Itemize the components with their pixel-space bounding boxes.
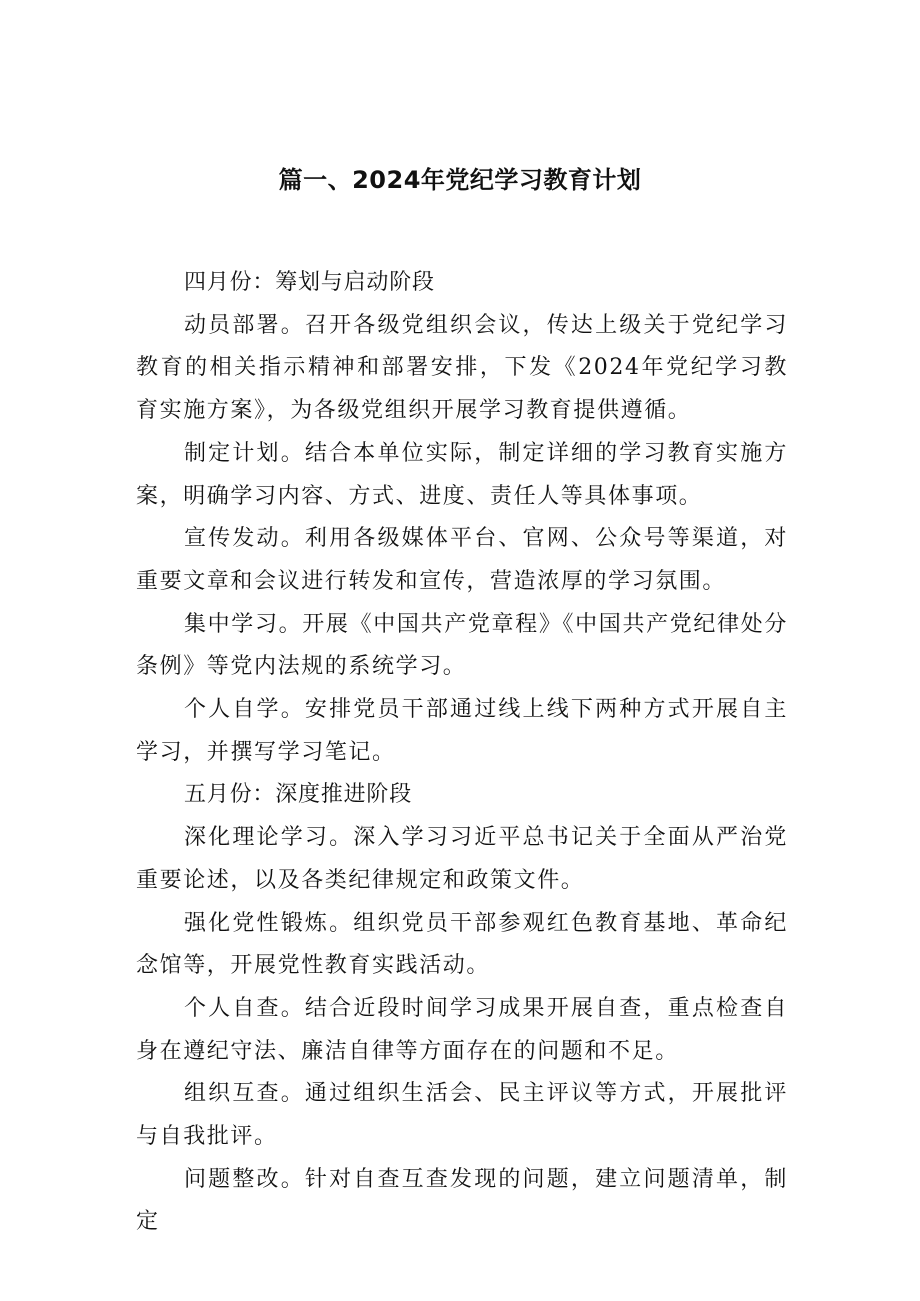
paragraph-theory-study: 深化理论学习。深入学习习近平总书记关于全面从严治党重要论述，以及各类纪律规定和政策文件。 — [136, 825, 788, 893]
section-heading-april: 四月份：筹划与启动阶段 — [184, 270, 435, 295]
paragraph-self-inspection: 个人自查。结合近段时间学习成果开展自查，重点检查自身在遵纪守法、廉洁自律等方面存在的问题和不足。 — [136, 995, 788, 1064]
paragraph-mobilization: 动员部署。召开各级党组织会议，传达上级关于党纪学习教育的相关指示精神和部署安排，下发《2024年党纪学习教育实施方案》，为各级党组织开展学习教育提供遵循。 — [136, 312, 788, 424]
paragraph-planning: 制定计划。结合本单位实际，制定详细的学习教育实施方案，明确学习内容、方式、进度、责任人等具体事项。 — [136, 440, 788, 509]
paragraph-mutual-inspection: 组织互查。通过组织生活会、民主评议等方式，开展批评与自我批评。 — [136, 1081, 788, 1150]
paragraph-rectification: 问题整改。针对自查互查发现的问题，建立问题清单，制定 — [136, 1166, 788, 1235]
document-body — [136, 262, 788, 1244]
paragraph-group-study: 集中学习。开展《中国共产党章程》《中国共产党纪律处分条例》等党内法规的系统学习。 — [136, 611, 788, 680]
paragraph-party-spirit: 强化党性锻炼。组织党员干部参观红色教育基地、革命纪念馆等，开展党性教育实践活动。 — [136, 910, 788, 979]
document-title: 篇一、2024年党纪学习教育计划 — [278, 166, 642, 194]
paragraph-self-study: 个人自学。安排党员干部通过线上线下两种方式开展自主学习，并撰写学习笔记。 — [136, 697, 788, 765]
paragraph-publicity: 宣传发动。利用各级媒体平台、官网、公众号等渠道，对重要文章和会议进行转发和宣传，营造浓厚的学习氛围。 — [136, 526, 788, 594]
section-heading-may: 五月份：深度推进阶段 — [184, 782, 413, 808]
